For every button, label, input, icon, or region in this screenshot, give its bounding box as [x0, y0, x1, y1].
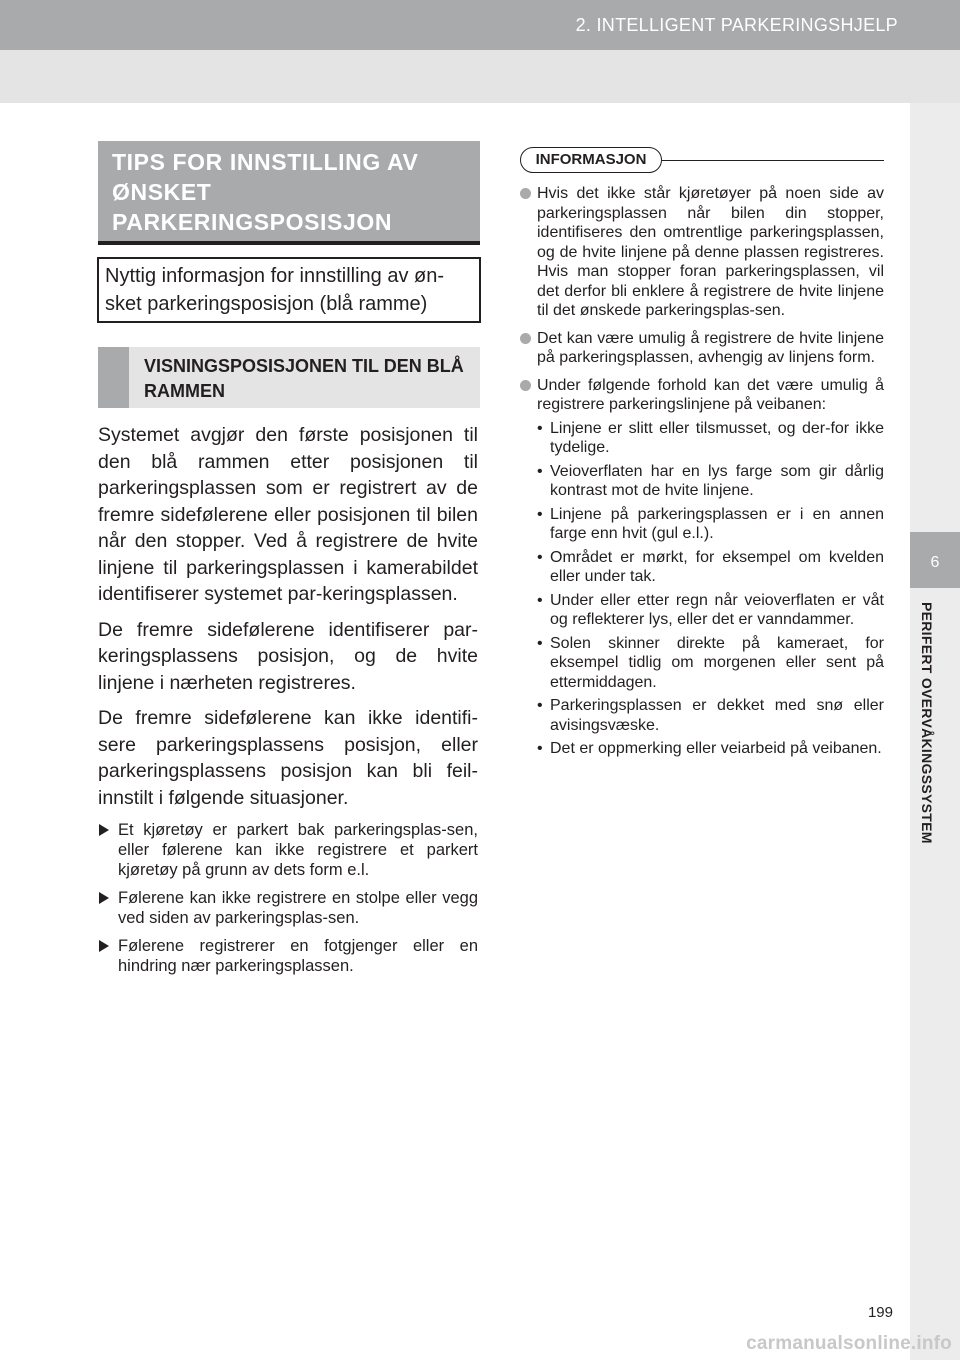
- circle-bullet-icon: [520, 188, 531, 199]
- sub-item: [537, 696, 884, 735]
- sub-item: [537, 462, 884, 501]
- chapter-label: PERIFERT OVERVÅKINGSSYSTEM: [919, 602, 935, 844]
- sub-item: [537, 548, 884, 587]
- left-body: [98, 422, 478, 984]
- running-head: 2. INTELLIGENT PARKERINGSHJELP: [575, 15, 898, 35]
- page-number: 199: [867, 1304, 893, 1321]
- chapter-side-tab: [910, 103, 960, 1360]
- section-title-box: [98, 141, 480, 245]
- body-paragraph: Systemet avgjør den første posisjonen til den blå rammen etter posisjonen til parkeringsplassen som er registrert av de fremre sidefølerene eller posisjonen til bilen når den stopper. Ved å registrere de hvite linjene til parkeringsplassen i kamerabildet identifiserer systemet par-keringsplassen.: [98, 424, 478, 605]
- dot-bullet-icon: •: [537, 548, 543, 566]
- info-item-text: Under følgende forhold kan det være umulig å registrere parkeringslinjene på veibanen:: [537, 376, 884, 413]
- sub-item-text: Det er oppmerking eller veiarbeid på veibanen.: [550, 740, 882, 757]
- chapter-number: 6: [910, 532, 960, 588]
- sub-item: [537, 739, 884, 759]
- info-label: INFORMASJON: [520, 147, 662, 173]
- list-item: [98, 936, 478, 976]
- sub-item: [537, 505, 884, 544]
- sub-item: [537, 591, 884, 630]
- dot-bullet-icon: •: [537, 419, 543, 437]
- triangle-bullet-icon: [98, 823, 110, 837]
- list-item: [98, 820, 478, 880]
- sub-item: [537, 419, 884, 458]
- sub-item-text: Linjene på parkeringsplassen er i en annen farge enn hvit (gul e.l.).: [550, 505, 884, 542]
- sub-item-text: Solen skinner direkte på kameraet, for eksempel tidlig om morgenen eller sent på ettermiddagen.: [550, 634, 884, 691]
- sub-item: [537, 634, 884, 693]
- triangle-bullet-icon: [98, 891, 110, 905]
- list-item: [98, 888, 478, 928]
- triangle-bullet-icon: [98, 939, 110, 953]
- sub-item-text: Under eller etter regn når veioverflaten er våt og reflekterer lys, eller det er vanndammer.: [550, 591, 884, 628]
- info-rule: [662, 160, 884, 161]
- info-item-text: Det kan være umulig å registrere de hvite linjene på parkeringsplassen, avhengig av linjens form.: [537, 329, 884, 366]
- intro-box: [97, 257, 481, 323]
- dot-bullet-icon: •: [537, 697, 543, 714]
- info-body: [520, 184, 884, 767]
- sub-item-text: Linjene er slitt eller tilsmusset, og der-for ikke tydelige.: [550, 419, 884, 456]
- intro-text: Nyttig informasjon for innstilling av øn-sket parkeringsposisjon (blå ramme): [105, 265, 445, 315]
- list-item-text: Et kjøretøy er parkert bak parkeringsplas-sen, eller følerene kan ikke registrere et parkert kjøretøy på grunn av dets form e.l.: [118, 821, 478, 879]
- subheading: VISNINGSPOSISJONEN TIL DEN BLÅ RAMMEN: [144, 356, 464, 401]
- body-paragraph: De fremre sidefølerene identifiserer par-keringsplassens posisjon, og de hvite linjene i nærheten registreres.: [98, 618, 478, 694]
- dot-bullet-icon: •: [537, 591, 543, 609]
- circle-bullet-icon: [520, 333, 531, 344]
- info-item: [520, 329, 884, 368]
- info-item-text: Hvis det ikke står kjøretøyer på noen side av parkeringsplassen når bilen din stopper, identifiseres den omtrentlige parkeringsplassen, og de hvite linjene på denne plassen registreres. Hvis man stopper foran parkeringsplassen, vil det derfor bli enklere å registrere de hvite linjene til det ønskede parkeringsplas-sen.: [537, 185, 884, 319]
- section-title: TIPS FOR INNSTILLING AV ØNSKET PARKERINGSPOSISJON: [112, 149, 419, 235]
- subheading-bar: [98, 347, 129, 408]
- sub-item-text: Området er mørkt, for eksempel om kvelden eller under tak.: [550, 548, 884, 585]
- body-paragraph: De fremre sidefølerene kan ikke identifi-sere parkeringsplassens posisjon, eller parkeringsplassens posisjon kan bli feil-innstilt i følgende situasjoner.: [98, 707, 478, 809]
- info-item: [520, 376, 884, 759]
- dot-bullet-icon: •: [537, 462, 543, 480]
- list-item-text: Følerene registrerer en fotgjenger eller en hindring nær parkeringsplassen.: [118, 937, 478, 975]
- sub-item-text: Veioverflaten har en lys farge som gir dårlig kontrast mot de hvite linjene.: [550, 462, 884, 499]
- info-item: [520, 184, 884, 321]
- list-item-text: Følerene kan ikke registrere en stolpe eller vegg ved siden av parkeringsplas-sen.: [118, 889, 478, 927]
- dot-bullet-icon: •: [537, 634, 543, 652]
- watermark: carmanualsonline.info: [746, 1333, 952, 1354]
- subheading-box: [98, 347, 480, 408]
- sub-item-text: Parkeringsplassen er dekket med snø eller avisingsvæske.: [550, 697, 884, 734]
- circle-bullet-icon: [520, 380, 531, 391]
- dot-bullet-icon: •: [537, 740, 543, 757]
- dot-bullet-icon: •: [537, 505, 543, 523]
